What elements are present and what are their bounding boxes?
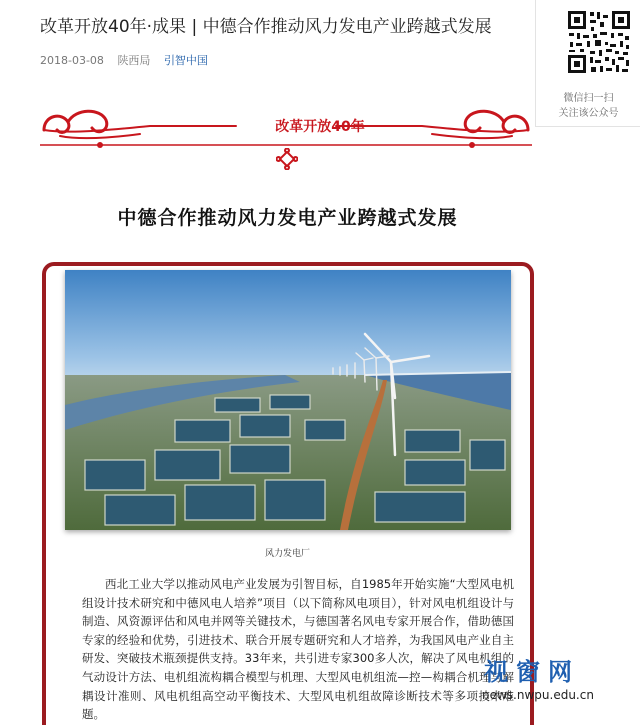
article-title: 改革开放40年·成果 | 中德合作推动风力发电产业跨越式发展 <box>40 17 492 37</box>
article-meta <box>40 52 218 68</box>
article-paragraph: 西北工业大学以推动风电产业发展为引智目标，自1985年开始实施“大型风电机组设计技术研究和中德风电人培养”项目（以下简称风电项目），针对风电机组设计与制造、风资源评估和风电并网等关键技术，与德国著名风电专家开展合作，借助德国专家的经验和优势，引进技术、联合开展专题研究和人才培养，为我国风电产业自主研发、突破技术瓶颈提供支持。33年来，共引进专家300多人次，解决了风电机组的气动设计方法、电机组流构耦合模型与机理、大型风电机组流—控—构耦合机理与解耦设计准则、风电机组高空动平衡技术、大型风电机组故障诊断技术等多项技术难题。 <box>82 577 514 722</box>
author-name: 陕西局 <box>117 54 151 67</box>
qr-code-icon <box>566 9 632 75</box>
source-link[interactable]: 引智中国 <box>163 54 208 67</box>
banner-label: 改革开放40年 <box>275 119 365 135</box>
publish-date: 2018-03-08 <box>40 54 104 67</box>
watermark-logo: 视窗网 <box>484 658 580 686</box>
chinese-knot-icon <box>276 148 298 170</box>
headline: 中德合作推动风力发电产业跨越式发展 <box>117 207 458 229</box>
watermark-url: news.nwpu.edu.cn <box>482 688 594 702</box>
wind-farm-photo <box>65 270 511 530</box>
qr-caption-line2: 关注该公众号 <box>558 108 619 119</box>
qr-caption-line1: 微信扫一扫 <box>563 93 614 104</box>
qr-panel <box>535 0 640 127</box>
photo-caption: 风力发电厂 <box>264 549 310 559</box>
